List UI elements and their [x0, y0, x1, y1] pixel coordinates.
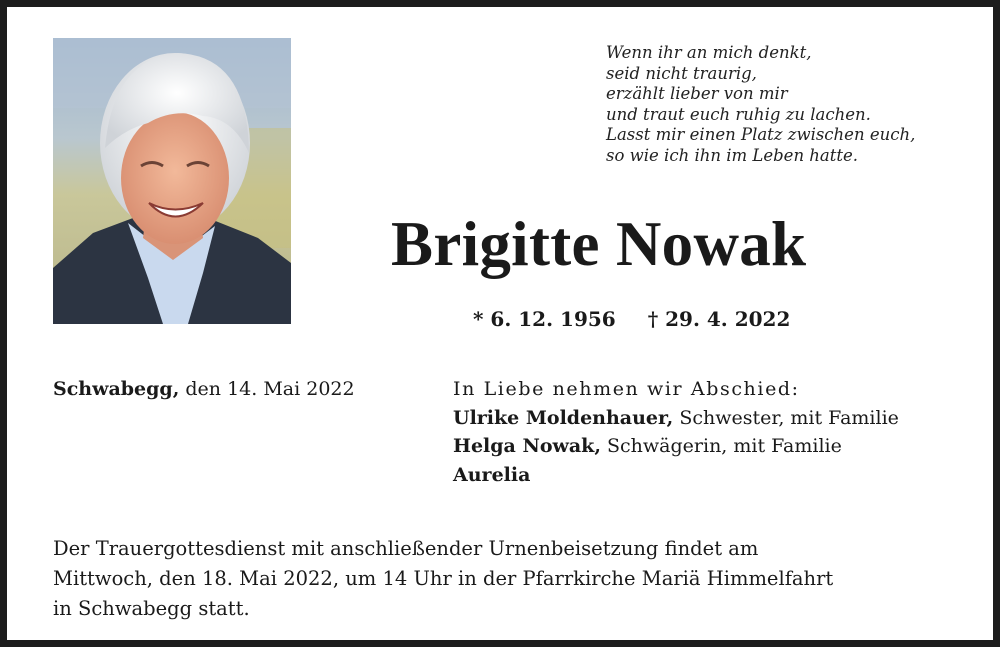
poem-line: erzählt lieber von mir	[606, 84, 788, 104]
farewell-intro: In Liebe nehmen wir Abschied:	[453, 378, 800, 400]
death-date: † 29. 4. 2022	[647, 307, 791, 331]
mourner-relation: Schwester, mit Familie	[679, 406, 899, 429]
poem-line: Lasst mir einen Platz zwischen euch,	[606, 125, 916, 145]
mourner-relation: Schwägerin, mit Familie	[607, 435, 842, 457]
place-and-date	[53, 375, 355, 403]
mourner-name: Helga Nowak,	[453, 435, 601, 457]
poem-line: so wie ich ihn im Leben hatte.	[606, 145, 859, 165]
memorial-poem	[606, 43, 915, 167]
mourners-list	[453, 375, 899, 489]
mourner-name: Aurelia	[453, 463, 531, 486]
deceased-name: Brigitte Nowak	[391, 209, 807, 279]
mourner-entry	[453, 432, 899, 461]
funeral-service-info	[53, 534, 983, 624]
portrait-photo	[53, 38, 291, 324]
life-dates	[473, 306, 790, 332]
service-line: in Schwabegg statt.	[53, 597, 250, 620]
poem-line: seid nicht traurig,	[606, 63, 757, 83]
mourner-entry	[453, 404, 899, 433]
mourner-entry	[453, 461, 899, 490]
poem-line: und traut euch ruhig zu lachen.	[606, 104, 871, 124]
service-line: Mittwoch, den 18. Mai 2022, um 14 Uhr in der Pfarrkirche Mariä Himmelfahrt	[53, 567, 834, 590]
place-name: Schwabegg,	[53, 378, 180, 400]
notice-date: den 14. Mai 2022	[185, 378, 355, 400]
service-line: Der Trauergottesdienst mit anschließender Urnenbeisetzung findet am	[53, 537, 759, 560]
mourner-name: Ulrike Moldenhauer,	[453, 406, 674, 429]
birth-date: * 6. 12. 1956	[473, 307, 616, 331]
poem-line: Wenn ihr an mich denkt,	[606, 43, 812, 62]
